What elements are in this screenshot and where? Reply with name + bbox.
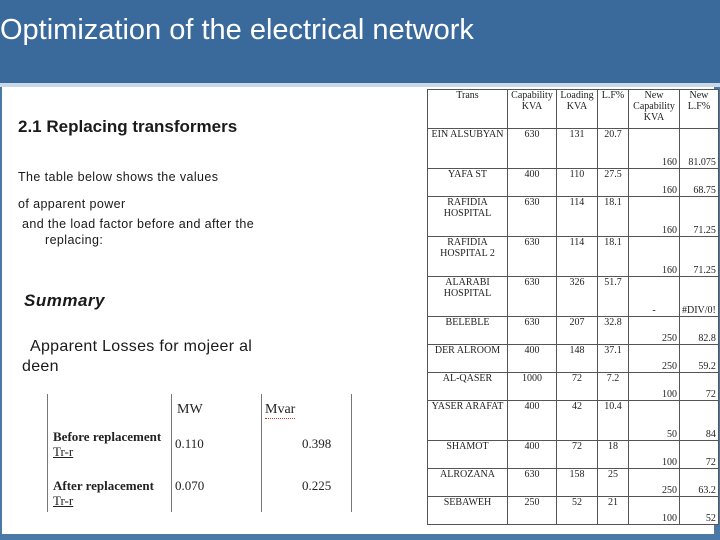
table-row [428,237,719,277]
row-label: Before replacement [53,429,162,444]
row-label: After replacement [53,478,154,493]
transformer-name: SHAMOT [428,441,508,469]
capability-cell: 630 [508,237,557,277]
loading-cell: 114 [557,237,598,277]
new-capability-cell: 100 [629,497,680,525]
col-header: Trans [428,90,508,129]
col-header-mvar: Mvar [265,402,296,417]
bottom-border [0,534,720,540]
col-header: Loading KVA [557,90,598,129]
lf-cell: 32.8 [598,317,629,345]
row-sublabel: Tr-r [53,493,74,508]
losses-text [22,337,322,377]
new-lf-cell: 59.2 [680,345,719,373]
col-header: L.F% [598,90,629,129]
summary-heading: Summary [24,291,105,310]
table-header-row [428,90,719,129]
transformer-name: EIN ALSUBYAN [428,129,508,169]
loading-cell: 158 [557,469,598,497]
new-lf-cell: 72 [680,441,719,469]
col-header: Capability KVA [508,90,557,129]
lf-cell: 21 [598,497,629,525]
capability-cell: 630 [508,469,557,497]
capability-cell: 400 [508,169,557,197]
new-capability-cell: 100 [629,373,680,401]
lf-cell: 27.5 [598,169,629,197]
table-row [428,345,719,373]
slide-title: Optimization of the electrical network [0,14,474,46]
transformer-name: ALROZANA [428,469,508,497]
lf-cell: 18.1 [598,197,629,237]
new-lf-cell: 68.75 [680,169,719,197]
title-bar [0,0,720,83]
table-row [428,317,719,345]
table-row [428,277,719,317]
table-row [428,401,719,441]
loading-cell: 52 [557,497,598,525]
new-capability-cell: - [629,277,680,317]
new-lf-cell: 84 [680,401,719,441]
transformer-name: SEBAWEH [428,497,508,525]
new-lf-cell: 72 [680,373,719,401]
capability-cell: 630 [508,317,557,345]
table-row [428,169,719,197]
body-text-3: and the load factor before and after the [22,217,255,231]
table-row [428,497,719,525]
table-row [428,441,719,469]
losses-table [47,394,352,512]
loading-cell: 72 [557,373,598,401]
section-title: 2.1 Replacing transformers [18,117,238,136]
new-capability-cell: 100 [629,441,680,469]
capability-cell: 400 [508,345,557,373]
new-lf-cell: 63.2 [680,469,719,497]
capability-cell: 1000 [508,373,557,401]
transformer-name: ALARABI HOSPITAL [428,277,508,317]
new-capability-cell: 160 [629,197,680,237]
capability-cell: 400 [508,401,557,441]
capability-cell: 630 [508,197,557,237]
loading-cell: 42 [557,401,598,441]
lf-cell: 20.7 [598,129,629,169]
table-row [428,197,719,237]
row-sublabel: Tr-r [53,444,74,459]
lf-cell: 18 [598,441,629,469]
new-capability-cell: 160 [629,169,680,197]
loading-cell: 131 [557,129,598,169]
left-border [0,87,2,540]
table-rule [47,394,48,512]
body-text-1: The table below shows the values [18,170,219,184]
capability-cell: 630 [508,277,557,317]
new-lf-cell: 52 [680,497,719,525]
header-divider [0,83,720,87]
mvar-value: 0.398 [302,436,332,451]
transformer-name: RAFIDIA HOSPITAL 2 [428,237,508,277]
new-capability-cell: 50 [629,401,680,441]
new-lf-cell: 71.25 [680,237,719,277]
table-rule [171,394,172,512]
transformer-name: AL-QASER [428,373,508,401]
losses-line-1: Apparent Losses for mojeer al [30,338,253,355]
losses-line-2: deen [22,358,59,375]
new-lf-cell: #DIV/0! [680,277,719,317]
new-lf-cell: 71.25 [680,197,719,237]
new-capability-cell: 250 [629,345,680,373]
table-row [428,469,719,497]
loading-cell: 326 [557,277,598,317]
loading-cell: 148 [557,345,598,373]
col-header-mw: MW [177,402,203,417]
transformer-name: DER ALROOM [428,345,508,373]
table-rule [351,394,352,512]
mw-value: 0.110 [175,436,204,451]
loading-cell: 207 [557,317,598,345]
loading-cell: 72 [557,441,598,469]
lf-cell: 10.4 [598,401,629,441]
new-capability-cell: 160 [629,237,680,277]
new-lf-cell: 82.8 [680,317,719,345]
new-capability-cell: 250 [629,317,680,345]
col-header: New L.F% [680,90,719,129]
new-capability-cell: 160 [629,129,680,169]
lf-cell: 7.2 [598,373,629,401]
body-text-2: of apparent power [18,197,126,211]
lf-cell: 25 [598,469,629,497]
transformer-name: YAFA ST [428,169,508,197]
transformer-name: BELEBLE [428,317,508,345]
new-capability-cell: 250 [629,469,680,497]
loading-cell: 110 [557,169,598,197]
col-header: New Capability KVA [629,90,680,129]
body-text-4: replacing: [45,233,104,247]
lf-cell: 37.1 [598,345,629,373]
capability-cell: 250 [508,497,557,525]
table-row [428,373,719,401]
table-row [428,129,719,169]
transformer-name: RAFIDIA HOSPITAL [428,197,508,237]
loading-cell: 114 [557,197,598,237]
capability-cell: 400 [508,441,557,469]
table-rule [261,394,262,512]
mw-value: 0.070 [175,478,205,493]
lf-cell: 51.7 [598,277,629,317]
capability-cell: 630 [508,129,557,169]
new-lf-cell: 81.075 [680,129,719,169]
lf-cell: 18.1 [598,237,629,277]
transformer-table [427,89,719,525]
mvar-value: 0.225 [302,478,332,493]
transformer-name: YASER ARAFAT [428,401,508,441]
